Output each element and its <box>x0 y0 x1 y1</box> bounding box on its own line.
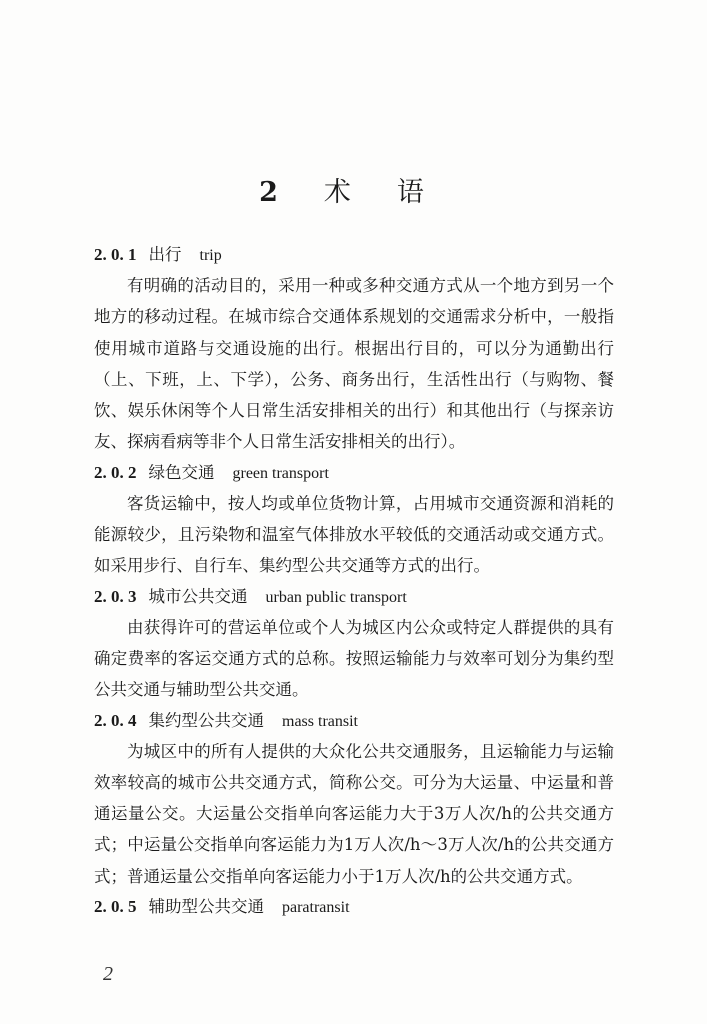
term-definition-2-0-3: 由获得许可的营运单位或个人为城区内公众或特定人群提供的具有确定费率的客运交通方式的总称。按照运输能力与效率可划分为集约型公共交通与辅助型公共交通。 <box>94 617 614 700</box>
term-chinese: 城市公共交通 <box>148 586 248 606</box>
term-code: 2. 0. 1 <box>94 245 137 264</box>
term-code: 2. 0. 3 <box>94 586 137 606</box>
term-code: 2. 0. 5 <box>94 897 137 917</box>
term-heading-2-0-2 <box>94 458 614 488</box>
term-heading-2-0-4 <box>94 706 614 736</box>
chapter-number: 2 <box>259 177 280 208</box>
term-code: 2. 0. 2 <box>94 462 137 482</box>
term-english: trip <box>199 247 222 264</box>
term-code: 2. 0. 4 <box>94 710 137 730</box>
page-number: 2 <box>103 963 113 985</box>
term-definition-2-0-4: 为城区中的所有人提供的大众化公共交通服务，且运输能力与运输效率较高的城市公共交通方式，简称公交。可分为大运量、中运量和普通运量公交。大运量公交指单向客运能力大于3万人次/h的公共交通方式；中运量公交指单向客运能力为1万人次/h～3万人次/h的公共交通方式；普通运量公交指单向客运能力小于1万人次/h的公共交通方式。 <box>94 741 614 886</box>
term-definition-2-0-1: 有明确的活动目的，采用一种或多种交通方式从一个地方到另一个地方的移动过程。在城市综合交通体系规划的交通需求分析中，一般指使用城市道路与交通设施的出行。根据出行目的，可以分为通勤出行（上、下班，上、下学），公务、商务出行，生活性出行（与购物、餐饮、娱乐休闲等个人日常生活安排相关的出行）和其他出行（与探亲访友、探病看病等非个人日常生活安排相关的出行）。 <box>94 276 614 452</box>
term-english: paratransit <box>282 899 350 917</box>
term-heading-2-0-5 <box>94 892 614 922</box>
term-chinese: 出行 <box>148 245 182 264</box>
term-english: urban public transport <box>265 588 407 606</box>
term-english: green transport <box>232 464 329 482</box>
term-chinese: 集约型公共交通 <box>148 710 264 730</box>
term-definition-2-0-2: 客货运输中，按人均或单位货物计算，占用城市交通资源和消耗的能源较少，且污染物和温室气体排放水平较低的交通活动或交通方式。如采用步行、自行车、集约型公共交通等方式的出行。 <box>94 493 614 576</box>
chapter-title <box>0 170 707 209</box>
chapter-title-char-2: 语 <box>396 177 426 208</box>
chapter-title-char-1: 术 <box>323 177 353 208</box>
term-english: mass transit <box>282 712 358 730</box>
term-heading-2-0-1 <box>94 240 614 270</box>
terms-section <box>94 240 614 922</box>
term-chinese: 辅助型公共交通 <box>148 897 264 917</box>
term-heading-2-0-3 <box>94 582 614 612</box>
term-chinese: 绿色交通 <box>148 462 215 482</box>
